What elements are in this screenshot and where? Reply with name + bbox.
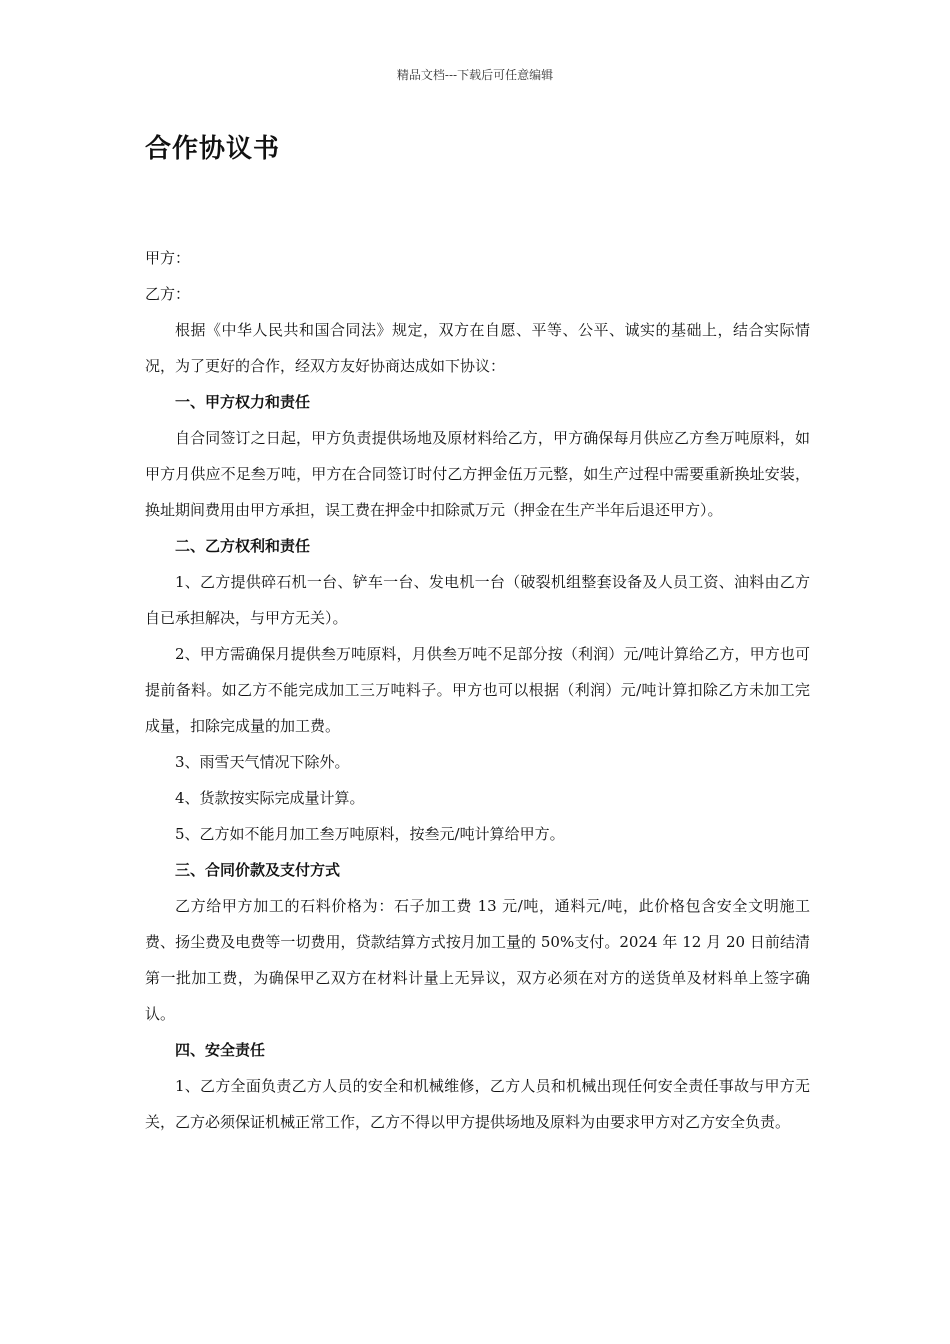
section-2-paragraph-2: 2、甲方需确保月提供叁万吨原料，月供叁万吨不足部分按（利润）元/吨计算给乙方，甲方也可提前备料。如乙方不能完成加工三万吨料子。甲方也可以根据（利润）元/吨计算扣除乙方未加工完成量，扣除完成量的加工费。	[145, 645, 810, 735]
section-1-paragraph-1: 自合同签订之日起，甲方负责提供场地及原材料给乙方，甲方确保每月供应乙方叁万吨原料，如甲方月供应不足叁万吨，甲方在合同签订时付乙方押金伍万元整，如生产过程中需要重新换址安装，换址期间费用由甲方承担，误工费在押金中扣除贰万元（押金在生产半年后退还甲方）。	[145, 429, 810, 519]
party-b-line: 乙方：	[145, 285, 191, 303]
section-1-heading: 一、甲方权力和责任	[175, 393, 311, 411]
party-a-line: 甲方：	[145, 249, 191, 267]
document-title: 合作协议书	[145, 134, 281, 164]
page-header-note: 精品文档---下载后可任意编辑	[396, 68, 554, 82]
section-3-paragraph-1: 乙方给甲方加工的石料价格为：石子加工费 13 元/吨，通料元/吨，此价格包含安全文明施工费、扬尘费及电费等一切费用，贷款结算方式按月加工量的 50%支付。2024 年 12 月 20 日前结清第一批加工费，为确保甲乙双方在材料计量上无异议，双方必须在对方的送货单及材料单上签字确认。	[145, 897, 810, 1023]
section-2-paragraph-3: 3、雨雪天气情况下除外。	[175, 753, 350, 771]
section-2-paragraph-5: 5、乙方如不能月加工叁万吨原料，按叁元/吨计算给甲方。	[175, 825, 565, 843]
document-body	[145, 240, 810, 1140]
section-4-heading: 四、安全责任	[175, 1041, 266, 1059]
section-2-paragraph-4: 4、货款按实际完成量计算。	[175, 789, 365, 807]
section-2-heading: 二、乙方权利和责任	[175, 537, 311, 555]
intro-paragraph: 根据《中华人民共和国合同法》规定，双方在自愿、平等、公平、诚实的基础上，结合实际情况，为了更好的合作，经双方友好协商达成如下协议：	[145, 321, 810, 375]
section-3-heading: 三、合同价款及支付方式	[175, 861, 341, 879]
section-2-paragraph-1: 1、乙方提供碎石机一台、铲车一台、发电机一台（破裂机组整套设备及人员工资、油料由乙方自已承担解决，与甲方无关）。	[145, 573, 810, 627]
section-4-paragraph-1: 1、乙方全面负责乙方人员的安全和机械维修，乙方人员和机械出现任何安全责任事故与甲方无关，乙方必须保证机械正常工作，乙方不得以甲方提供场地及原料为由要求甲方对乙方安全负责。	[145, 1077, 810, 1131]
